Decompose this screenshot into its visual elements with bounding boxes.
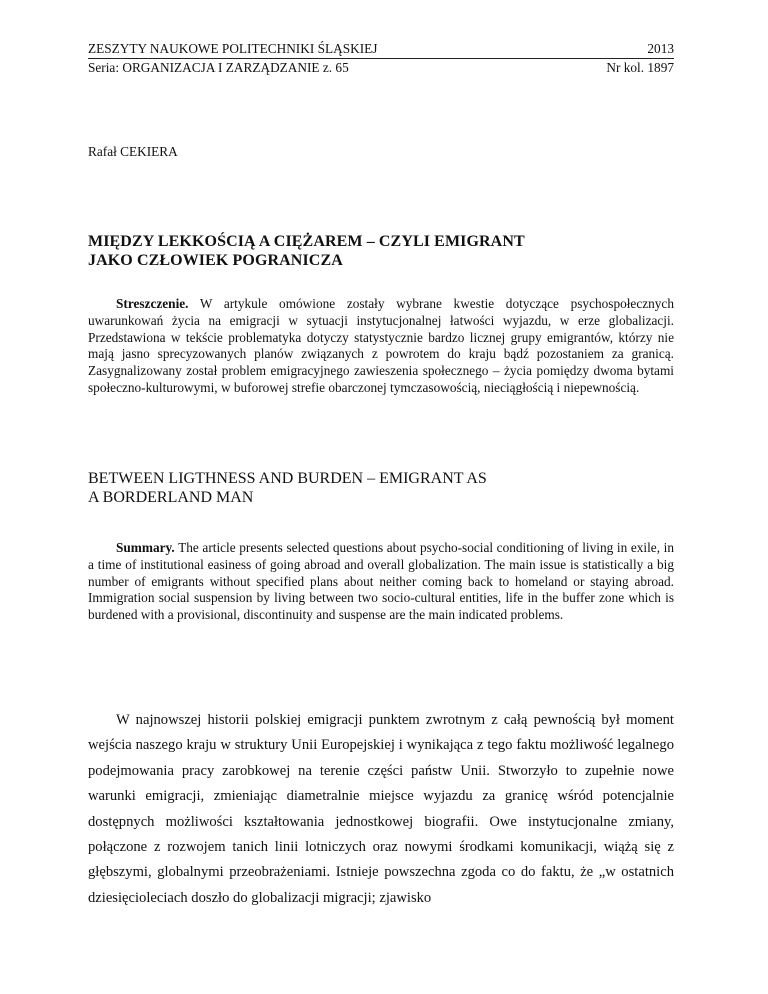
running-header — [88, 40, 674, 76]
title-polish-line1: MIĘDZY LEKKOŚCIĄ A CIĘŻAREM – CZYLI EMIGRANT — [88, 233, 525, 250]
journal-year: 2013 — [647, 41, 674, 56]
journal-name: ZESZYTY NAUKOWE POLITECHNIKI ŚLĄSKIEJ — [88, 41, 378, 56]
summary-text: The article presents selected questions about psycho-social conditioning of living in exile, in a time of institutional easiness of going abroad and overall globalization. The main issue is statistically a big number of emigrants without specified plans about neither coming back to homeland or staying abroad. Immigration social suspension by living between two socio-cultural entities, life in the buffer zone which is burdened with a provisional, discontinuity and suspense are the main indicated problems. — [88, 540, 674, 623]
body-paragraph: W najnowszej historii polskiej emigracji punktem zwrotnym z całą pewnością był moment wejścia naszego kraju w struktury Unii Europejskiej i wynikająca z tego faktu możliwość legalnego podejmowania pracy zarobkowej na terenie części państw Unii. Stworzyło to zupełnie nowe warunki emigracji, zmieniając diametralnie miejsce wyjazdu za granicę wśród potencjalnie dostępnych możliwości kształtowania jednostkowej biografii. Owe instytucjonalne zmiany, połączone z rozwojem tanich linii lotniczych oraz nowymi środkami komunikacji, wiążą się z głębszymi, globalnymi przeobrażeniami. Istnieje powszechna zgoda co do faktu, że „w ostatnich dziesięcioleciach doszło do globalizacji migracji; zjawisko — [88, 712, 674, 906]
header-row-series — [88, 59, 674, 76]
author-name: Rafał CEKIERA — [88, 144, 178, 159]
title-english-line2: A BORDERLAND MAN — [88, 489, 254, 506]
abstract-label: Streszczenie. — [116, 296, 189, 311]
journal-series: Seria: ORGANIZACJA I ZARZĄDZANIE z. 65 — [88, 60, 349, 75]
summary-english — [88, 540, 674, 624]
title-polish-line2: JAKO CZŁOWIEK POGRANICZA — [88, 252, 343, 269]
journal-number: Nr kol. 1897 — [606, 60, 674, 75]
abstract-text: W artykule omówione zostały wybrane kwestie dotyczące psychospołecznych uwarunkowań życia na emigracji w sytuacji instytucjonalnej łatwości wyjazdu, w erze globalizacji. Przedstawiona w tekście problematyka dotyczy statystycznie bardzo licznej grupy emigrantów, którzy nie mają jasno sprecyzowanych planów związanych z powrotem do kraju bądź pozostaniem za granicą. Zasygnalizowany został problem emigracyjnego zawieszenia społecznego – życia pomiędzy dwoma bytami społeczno-kulturowymi, w buforowej strefie obarczonej tymczasowością, nieciągłością i niepewnością. — [88, 296, 674, 395]
title-english-line1: BETWEEN LIGTHNESS AND BURDEN – EMIGRANT AS — [88, 470, 487, 487]
abstract-polish — [88, 296, 674, 397]
header-row-journal — [88, 40, 674, 59]
summary-label: Summary. — [116, 540, 175, 555]
title-polish — [88, 232, 674, 270]
title-english — [88, 469, 674, 507]
